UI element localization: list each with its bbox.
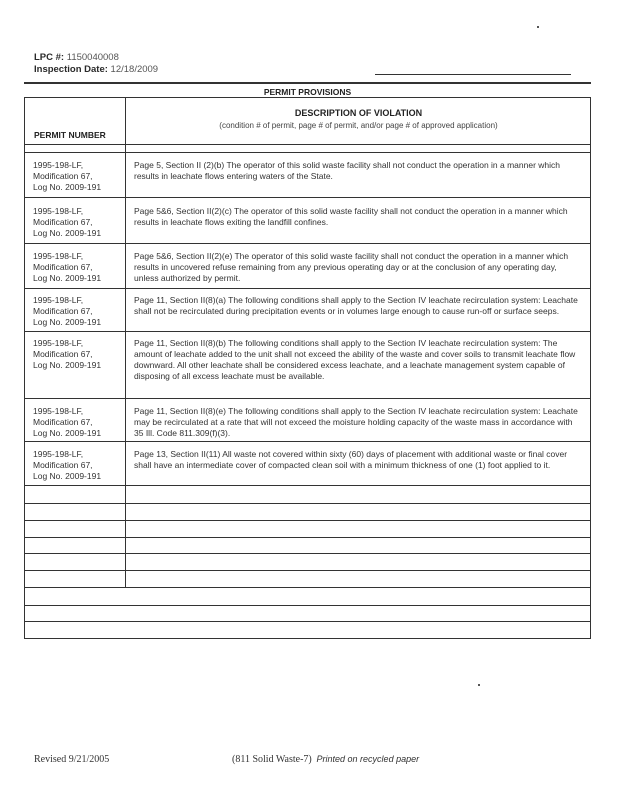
inspection-date	[34, 64, 158, 75]
header-rule	[375, 74, 571, 75]
table-top-border	[24, 82, 591, 84]
permit-line: 1995-198-LF,	[33, 295, 84, 305]
description-subheader: (condition # of permit, page # of permit, and/or page # of approved application)	[219, 121, 498, 130]
inspection-value: 12/18/2009	[110, 64, 159, 75]
row-rule	[24, 331, 591, 332]
form-footer	[232, 754, 419, 765]
row-3-description: Page 5&6, Section II(2)(e) The operator of this solid waste facility shall not conduct the operation in a manner which results in uncovered refuse remaining from any previous operating day or at the conclusion of any operating day, unless authorized by permit.	[134, 251, 569, 283]
permit-line: Log No. 2009-191	[33, 471, 102, 481]
permit-line: Log No. 2009-191	[33, 182, 102, 192]
table-left-border	[24, 97, 25, 639]
header-bottom-rule	[24, 144, 591, 145]
description-header: DESCRIPTION OF VIOLATION	[294, 108, 423, 118]
permit-line: Log No. 2009-191	[33, 428, 102, 438]
empty-row-rule	[24, 621, 591, 622]
permit-line: Log No. 2009-191	[33, 228, 102, 238]
row-2-description: Page 5&6, Section II(2)(c) The operator of this solid waste facility shall not conduct the operation in a manner which results in leachate flows exiting the landfill confines.	[134, 206, 568, 227]
lpc-label: LPC #:	[34, 52, 65, 63]
empty-row-rule	[24, 537, 591, 538]
row-rule	[24, 243, 591, 244]
permit-line: Log No. 2009-191	[33, 317, 102, 327]
scan-speck	[537, 26, 539, 28]
row-6-description: Page 11, Section II(8)(e) The following conditions shall apply to the Section IV leachate recirculation system: Leachate may be recirculated at a rate that will not exceed the moisture holding capacity of the waste mass in accordance with 35 Ill. Code 811.309(f)(3).	[134, 406, 578, 438]
table-bottom-border	[24, 638, 591, 639]
permit-number-header: PERMIT NUMBER	[34, 130, 106, 140]
permit-line: 1995-198-LF,	[33, 338, 84, 348]
row-4-permit	[33, 295, 125, 328]
scan-speck	[478, 684, 480, 686]
empty-row-rule	[24, 570, 591, 571]
permit-line: 1995-198-LF,	[33, 406, 84, 416]
revised-date: Revised 9/21/2005	[34, 754, 110, 765]
empty-row-rule	[24, 587, 591, 588]
permit-line: Modification 67,	[33, 460, 93, 470]
row-1-description: Page 5, Section II (2)(b) The operator of this solid waste facility shall not conduct the operation in a manner which results in leachate flows entering waters of the State.	[134, 160, 561, 181]
form-code: (811 Solid Waste-7)	[232, 754, 312, 765]
lpc-number	[34, 52, 119, 63]
row-7-permit	[33, 449, 125, 482]
row-rule	[24, 288, 591, 289]
permit-line: 1995-198-LF,	[33, 449, 84, 459]
table-right-border	[590, 97, 591, 639]
permit-line: Modification 67,	[33, 349, 93, 359]
row-5-description: Page 11, Section II(8)(b) The following conditions shall apply to the Section IV leachate recirculation system: The amount of leachate added to the unit shall not exceed the ability of the waste and cover soils to transmit leachate flow downward. All other leachate shall be considered excess leachate, and a leachate management system capable of disposing of all excess leachate must be available.	[134, 338, 576, 381]
permit-line: Modification 67,	[33, 171, 93, 181]
permit-line: Modification 67,	[33, 417, 93, 427]
row-3-permit	[33, 251, 125, 284]
lpc-value: 1150040008	[66, 52, 119, 63]
empty-row-rule	[24, 520, 591, 521]
permit-line: Modification 67,	[33, 306, 93, 316]
empty-row-rule	[24, 605, 591, 606]
recycled-note: Printed on recycled paper	[316, 754, 420, 764]
row-rule	[24, 197, 591, 198]
row-rule	[24, 441, 591, 442]
row-rule	[24, 152, 591, 153]
empty-row-rule	[24, 553, 591, 554]
row-6-permit	[33, 406, 125, 439]
permit-line: Modification 67,	[33, 262, 93, 272]
empty-row-rule	[24, 485, 591, 486]
title-underline	[24, 97, 591, 98]
row-2-permit	[33, 206, 125, 239]
row-7-description: Page 13, Section II(11) All waste not covered within sixty (60) days of placement with additional waste or final cover shall have an intermediate cover of compacted clean soil with a minimum thickness of one (1) foot applied to it.	[134, 449, 568, 470]
permit-line: Modification 67,	[33, 217, 93, 227]
permit-line: Log No. 2009-191	[33, 273, 102, 283]
row-rule	[24, 398, 591, 399]
column-divider	[125, 97, 126, 587]
row-1-permit	[33, 160, 125, 193]
row-4-description: Page 11, Section II(8)(a) The following conditions shall apply to the Section IV leachate recirculation system: Leachate shall not be recirculated during precipitation events or in volumes large enough to cause run-off or surface seeps.	[134, 295, 578, 316]
inspection-label: Inspection Date:	[34, 64, 108, 75]
row-5-permit	[33, 338, 125, 371]
permit-line: 1995-198-LF,	[33, 251, 84, 261]
permit-line: 1995-198-LF,	[33, 206, 84, 216]
section-title: PERMIT PROVISIONS	[263, 87, 352, 97]
permit-line: 1995-198-LF,	[33, 160, 84, 170]
permit-line: Log No. 2009-191	[33, 360, 102, 370]
empty-row-rule	[24, 503, 591, 504]
